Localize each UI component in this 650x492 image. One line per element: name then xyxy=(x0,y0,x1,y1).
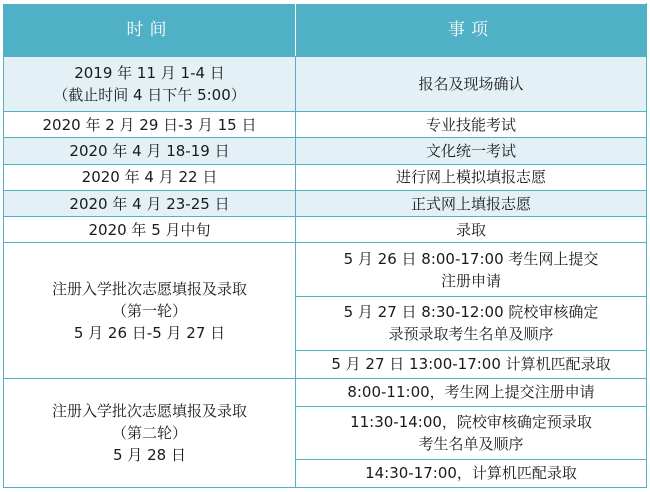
item-cell: 录取 xyxy=(296,217,647,243)
time-cell: 2020 年 2 月 29 日-3 月 15 日 xyxy=(4,112,296,138)
item-line: 注册申请 xyxy=(440,271,501,290)
round1-label: （第一轮） xyxy=(111,301,187,320)
time-line: 2019 年 11 月 1-4 日 xyxy=(74,63,225,82)
table-row xyxy=(4,378,647,406)
time-cell: 2020 年 5 月中旬 xyxy=(4,217,296,243)
time-line: （截止时间 4 日下午 5:00） xyxy=(53,85,246,104)
time-cell: 2020 年 4 月 23-25 日 xyxy=(4,190,296,216)
round2-time-cell xyxy=(4,378,296,487)
round1-time-cell xyxy=(4,243,296,378)
table-row xyxy=(4,112,647,138)
round1-title: 注册入学批次志愿填报及录取 xyxy=(51,279,247,298)
round2-dates: 5 月 28 日 xyxy=(113,445,186,464)
item-cell: 文化统一考试 xyxy=(296,138,647,164)
item-cell: 5 月 27 日 13:00-17:00 计算机匹配录取 xyxy=(296,350,647,378)
item-cell xyxy=(296,243,647,297)
header-time: 时间 xyxy=(4,4,296,57)
item-cell: 专业技能考试 xyxy=(296,112,647,138)
item-line: 5 月 27 日 8:30-12:00 院校审核确定 xyxy=(343,303,599,322)
round2-title: 注册入学批次志愿填报及录取 xyxy=(51,401,247,420)
item-cell: 8:00-11:00，考生网上提交注册申请 xyxy=(296,378,647,406)
table-row xyxy=(4,164,647,190)
table-row xyxy=(4,243,647,297)
item-cell xyxy=(296,407,647,460)
schedule-table xyxy=(3,3,647,488)
time-cell: 2020 年 4 月 22 日 xyxy=(4,164,296,190)
item-cell: 正式网上填报志愿 xyxy=(296,190,647,216)
round2-label: （第二轮） xyxy=(111,423,187,442)
table-header-row xyxy=(4,4,647,57)
header-item: 事项 xyxy=(296,4,647,57)
item-line: 考生名单及顺序 xyxy=(418,434,524,453)
item-line: 5 月 26 日 8:00-17:00 考生网上提交 xyxy=(343,249,599,268)
round1-dates: 5 月 26 日-5 月 27 日 xyxy=(73,323,226,342)
table-row xyxy=(4,56,647,112)
table-row xyxy=(4,190,647,216)
table-row xyxy=(4,217,647,243)
time-cell: 2020 年 4 月 18-19 日 xyxy=(4,138,296,164)
item-line: 录预录取考生名单及顺序 xyxy=(388,325,554,344)
item-cell: 进行网上模拟填报志愿 xyxy=(296,164,647,190)
item-cell: 14:30-17:00，计算机匹配录取 xyxy=(296,459,647,487)
item-line: 11:30-14:00，院校审核确定预录取 xyxy=(350,412,592,431)
item-cell xyxy=(296,296,647,350)
time-cell xyxy=(4,56,296,112)
item-cell: 报名及现场确认 xyxy=(296,56,647,112)
table-row xyxy=(4,138,647,164)
